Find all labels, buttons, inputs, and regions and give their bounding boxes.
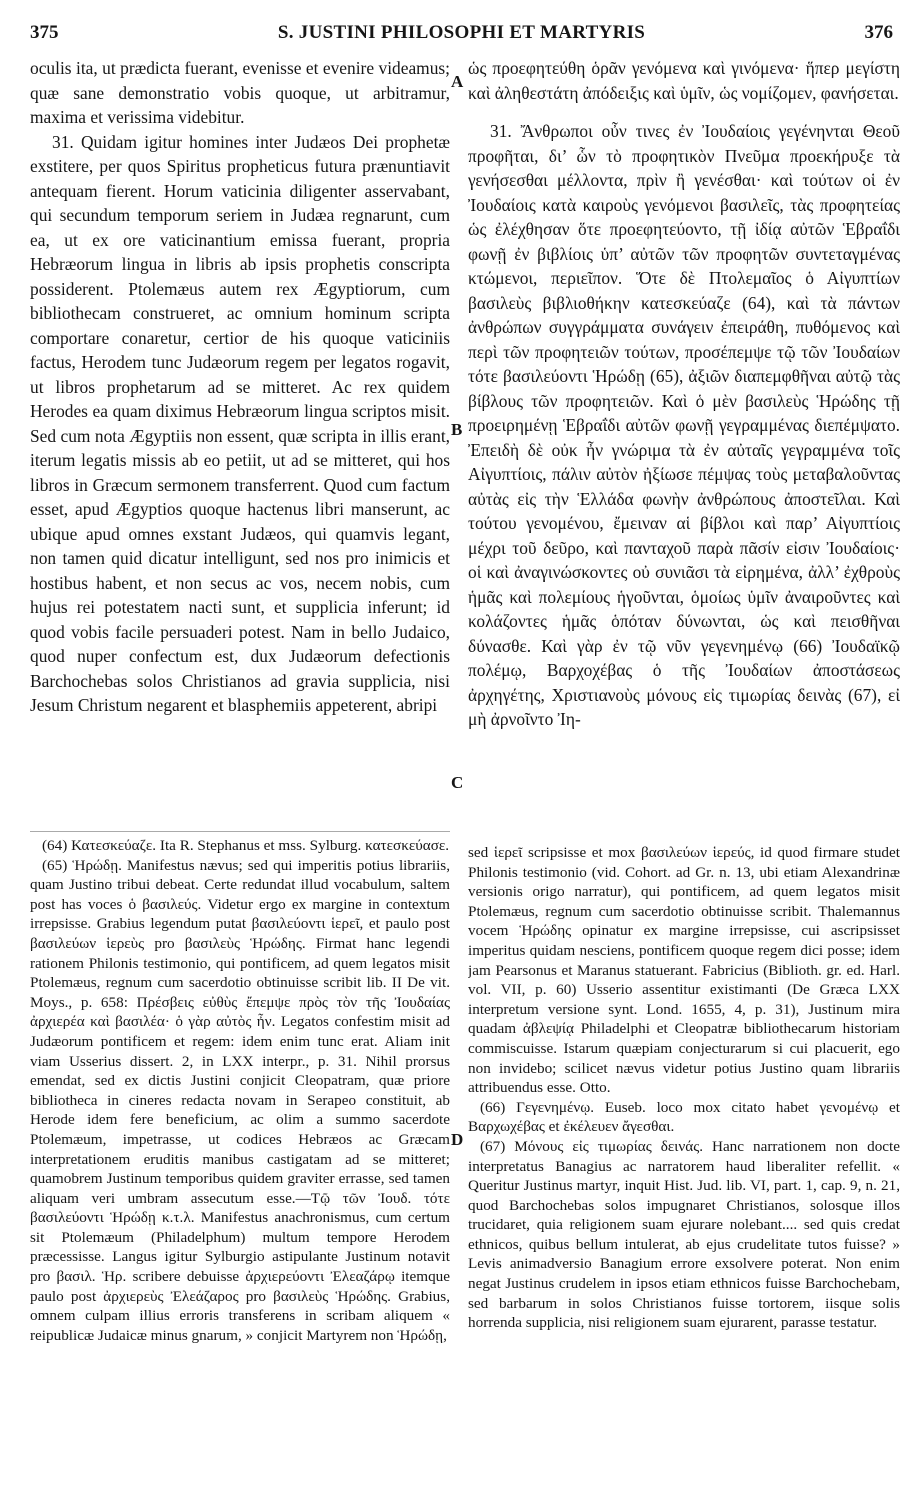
footnote-64: (64) Κατεσκεύαζε. Ita R. Stephanus et mss. Sylburg. κατεσκεύασε.: [42, 837, 450, 854]
margin-letter-d: D: [451, 1130, 464, 1149]
latin-intro: oculis ita, ut prædicta fuerant, evenisse et evenire videamus; quæ sane demonstratio vobis quoque, ut arbitramur, maxima et verissima videbitur.: [30, 58, 450, 127]
page-number-right: 376: [864, 22, 893, 43]
running-header: [30, 22, 893, 48]
footnotes-left-column: [30, 836, 450, 1488]
margin-letter-b: B: [451, 420, 463, 439]
margin-letter-c: C: [451, 773, 464, 792]
footnote-66: (66) Γεγενημένῳ. Euseb. loco mox citato habet γενομένῳ et Βαρχωχέβας et ἐκέλευεν ἄγεσθαι.: [468, 1098, 900, 1136]
greek-paragraph-31: 31. Ἄνθρωποι οὖν τινες ἐν Ἰουδαίοις γεγένηνται Θεοῦ προφῆται, δι’ ὧν τὸ προφητικὸν Πνεῦμα προεκήρυξε τὰ γενήσεσθαι μέλλοντα, πρὶν ἢ γενέσθαι· καὶ τούτων οἱ ἐν Ἰουδαίοις κατὰ καιροὺς γενόμενοι βασιλεῖς, τὰς προφητείας ὡς ἐλέχθησαν ὅτε προεφητεύοντο, τῇ ἰδίᾳ αὐτῶν Ἑβραΐδι φωνῇ ἐν βιβλίοις ὑπ’ αὐτῶν τῶν προφητῶν συντεταγμένας κτώμενοι, περιεῖπον. Ὅτε δὲ Πτολεμαῖος ὁ Αἰγυπτίων βασιλεὺς βιβλιοθήκην κατεσκεύαζε (64), καὶ τὰ πάντων ἀνθρώπων συγγράμματα συνάγειν ἐπειράθη, πυθόμενος καὶ περὶ τῶν προφητειῶν τούτων, προσέπεμψε τῷ τῶν Ἰουδαίων τότε βασιλεύοντι Ἡρώδῃ (65), ἀξιῶν διαπεμφθῆναι αὐτῷ τὰς βίβλους τῶν προφητειῶν. Καὶ ὁ μὲν βασιλεὺς Ἡρώδης τῇ προειρημένῃ Ἑβραΐδι αὐτῶν φωνῇ γεγραμμένας διεπέμψατο. Ἐπειδὴ δὲ οὐκ ἦν γνώριμα τὰ ἐν αὐταῖς γεγραμμένα τοῖς Αἰγυπτίοις, πάλιν αὐτὸν ἠξίωσε πέμψας τοὺς μεταβαλοῦντας αὐτὰς εἰς τὴν Ἑλλάδα φωνὴν ἀνθρώπους ἀποστεῖλαι. Καὶ τούτου γενομένου, ἔμειναν αἱ βίβλοι καὶ παρ’ Αἰγυπτίοις μέχρι τοῦ δεῦρο, καὶ πανταχοῦ παρὰ πᾶσίν εἰσιν Ἰουδαίοις· οἱ καὶ ἀναγινώσκοντες οὐ συνιᾶσι τὰ εἰρημένα, ἀλλ’ ἐχθροὺς ἡμᾶς καὶ πολεμίους ἡγοῦνται, ὁμοίως ὑμῖν ἀναιροῦντες καὶ κολάζοντες ἡμᾶς ὁπόταν δύνωνται, ὡς καὶ πεισθῆναι δύνασθε. Καὶ γὰρ ἐν τῷ νῦν γεγενημένῳ (66) Ἰουδαϊκῷ πολέμῳ, Βαρχοχέβας ὁ τῆς Ἰουδαίων ἀποστάσεως ἀρχηγέτης, Χριστιανοὺς μόνους εἰς τιμωρίας δεινὰς (67), εἰ μὴ ἀρνοῖντο Ἰη-: [468, 121, 900, 729]
footnote-67: (67) Μόνους εἰς τιμωρίας δεινάς. Hanc narrationem non docte interpretatus Banagius ac narratorem haud liberaliter refellit. « Queritur Justinus martyr, inquit Hist. Jud. lib. VI, part. 1, cap. 9, n. 21, quod Barchochebas solos impugnaret Christianos, solosque illos trucidaret, quia religionem suam ejurare nolebant.... sed quis credat ethnicos, quibus bellum intulerat, ab ejus crudelitate tutos fuisse? » Levis animadversio Banagium errore exsolvere poterat. Non enim negat Justinus crudelem in ipsos etiam ethnicos fuisse Barchochebam, sed barbarum in solos Christianos fuisse tortorem, iisque solis horrenda supplicia, nisi religionem suam ejurarent, parasse testatur.: [468, 1137, 900, 1332]
footnote-65: (65) Ἡρώδῃ. Manifestus nævus; sed qui imperitis potius librariis, quam Justino tribui debeat. Certe redundat illud vocabulum, saltem post has voces ὁ βασιλεύς. Videtur ergo ex margine in contextum irrepsisse. Grabius legendum putat βασιλεύοντι ἱερεῖ, et paulo post βασιλεύων ἱερεὺς pro βασιλεὺς Ἡρώδης. Firmat hanc legendi rationem Philonis testimonio, qui pontificem, ad quem legatos misit Ptolemæus, regnum cum sacerdotio obtinuisse scribit lib. II De vit. Moys., p. 658: Πρέσβεις εὐθὺς ἔπεμψε πρὸς τὸν τῆς Ἰουδαίας ἀρχιερέα καὶ βασιλέα· ὁ γὰρ αὐτὸς ἦν. Legatos confestim misit ad Judæorum pontificem et regem: idem enim tunc erat. Aliam init viam Usserius dissert. 2, in LXX interpr., p. 31. Nihil prorsus emendat, sed ex dictis Justini conjicit Cleopatram, quæ priore bibliotheca in cineres redacta novam in Serapeo constituit, ab Herode idem fere beneficium, ac olim a summo sacerdote Ptolemæum, impetrasse, ut codices Hebræos ac Græcam interpretationem eruditis manibus castigatam ad se mitteret; quamobrem Justinum temporibus quidem graviter errasse, sed tamen aliquam veri umbram assecutum esse.—Τῷ τῶν Ἰουδ. τότε βασιλεύοντι Ἡρώδῃ κ.τ.λ. Manifestus anachronismus, cum certum sit Ptolemæum (Philadelphum) multum tempore Herodem præcessisse. Langus igitur Sylburgio astipulante Justinum notavit pro βασιλ. Ἡρ. scribere debuisse ἀρχιερεύοντι Ἐλεαζάρῳ itemque paulo post ἀρχιερεὺς Ἐλεάζαρος pro βασιλεὺς Ἡρώδης. Grabius, omnem culpam illius erroris transferens in scribam aliquem « reipublicæ Judaicæ minus gnarum, » conjicit Martyrem non Ἡρώδῃ,: [30, 856, 450, 1344]
footnote-65-continued: sed ἱερεῖ scripsisse et mox βασιλεύων ἱερεύς, id quod firmare studet Philonis testimonio (vid. Cohort. ad Gr. n. 13, ubi etiam Alexandrinæ versionis origo narratur), qui pontificem, ad quem legatos misit Ptolemæus, regnum cum sacerdotio obtinuisse scribit. Thalemannus vocem Ἡρώδης opinatur ex margine irrepsisse, cui ascripsisset imperitus quidam nesciens, pontificem quoque regem dici posse; idem jam Pearsonus et Maranus statuerant. Fabricius (Biblioth. gr. ed. Harl. vol. VII, p. 60) Usserio assentitur existimanti (De Græca LXX interpretum versione synt. Lond. 1655, 4, p. 31), Justinum mira quadam ἀβλεψίᾳ Philadelphi et Cleopatræ bibliothecarum historiam commiscuisse. Istarum quæpiam conjecturarum si cui placuerit, ego non invidebo; scilicet nævus videtur potius Justino quam librariis attribuendus esse. Otto.: [468, 844, 900, 1097]
footnotes-right-column: [468, 843, 900, 1488]
greek-intro: ὡς προεφητεύθη ὁρᾶν γενόμενα καὶ γινόμενα· ἥπερ μεγίστη καὶ ἀληθεστάτη ἀπόδειξις καὶ ὑμῖν, ὡς νομίζομεν, φανήσεται.: [468, 58, 900, 103]
running-title: S. JUSTINI PHILOSOPHI ET MARTYRIS: [277, 22, 646, 43]
greek-text-column: [468, 56, 900, 836]
latin-text-column: [30, 56, 450, 826]
notes-divider: [30, 831, 450, 832]
margin-letter-a: A: [451, 72, 464, 91]
page-number-left: 375: [30, 22, 59, 43]
latin-paragraph-31: 31. Quidam igitur homines inter Judæos Dei prophetæ exstitere, per quos Spiritus propheticus futura prænuntiavit antequam fierent. Horum vaticinia diligenter asservabant, qui secundum temporum seriem in Judæa regnarunt, cum ea, ut ex ore vaticinantium emissa fuerant, propria Hebræorum lingua in libris ab ipsis prophetis conscripta possiderent. Ptolemæus autem rex Ægyptiorum, cum bibliothecam construeret, ac omnium hominum scripta comportare conaretur, certior de his quoque vaticiniis factus, Herodem tunc Judæorum regem per legatos rogavit, ut libros prophetarum ad se mitteret. Ac rex quidem Herodes ea quam diximus Hebræorum lingua scriptos misit. Sed cum nota Ægyptiis non essent, quæ scripta in illis erant, iterum legatis missis ab eo petiit, ut ad se mitteret, qui hos libros in Græcum sermonem transferrent. Quod cum factum esset, apud Ægyptios quoque hactenus libri manserunt, ac ubique apud omnes exstant Judæos, qui quamvis legant, non tamen quid dicatur intelligunt, sed nos pro inimicis et hostibus habent, et non secus ac vos, necem nobis, cum hujus rei potestatem nacti sunt, et supplicia inferunt; id quod vobis facile persuaderi potest. Nam in bello Judaico, quod nuper confectum est, dux Judæorum defectionis Barchochebas solos Christianos ad gravia supplicia, nisi Jesum Christum negarent et blasphemiis appeterent, abripi: [30, 131, 450, 715]
